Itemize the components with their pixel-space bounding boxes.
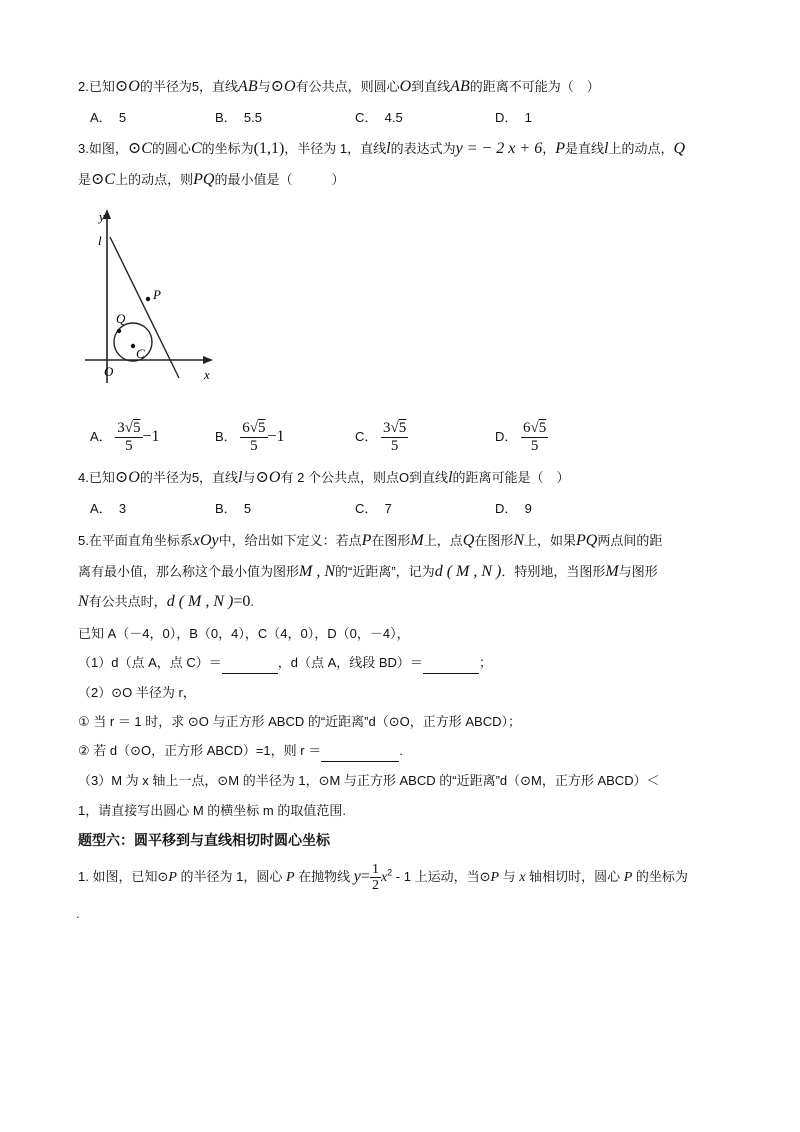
point-c-dot: [131, 344, 135, 348]
q3-stem-line2: [78, 170, 344, 190]
math-var: C: [190, 140, 202, 157]
s6-text: - 1 上运动，当⊙: [392, 868, 491, 884]
math-var: O: [399, 78, 412, 95]
q2-stem: [78, 77, 600, 97]
q2-text: 2.已知: [78, 79, 115, 94]
math-var: l: [386, 140, 391, 157]
q5-text: ．特别地，当图形: [501, 564, 606, 579]
math-var: Q: [673, 140, 686, 157]
fraction: $\frac{6√5}{5}$: [523, 420, 547, 455]
option-text: 3: [118, 501, 127, 516]
q5-text: 5.在平面直角坐标系: [78, 533, 193, 548]
q2-option-a[interactable]: [90, 108, 126, 128]
q3-figure: [80, 205, 240, 385]
option-tail: −1: [142, 428, 160, 445]
q4-options: [90, 499, 730, 523]
circle-c: [114, 323, 152, 361]
q3-text: ，半径为 1，直线: [284, 141, 387, 156]
circle-symbol: ⊙: [255, 469, 269, 486]
s6-q1-line: [78, 862, 688, 893]
math-var: N: [513, 532, 525, 549]
label-y: y: [99, 209, 105, 224]
denominator: 5: [390, 438, 399, 455]
x-axis-arrow-icon: [203, 356, 213, 364]
answer-blank-3[interactable]: [321, 741, 399, 762]
q3-option-c[interactable]: [355, 415, 408, 459]
q3-option-d[interactable]: [495, 415, 548, 459]
q3-text: 的表达式为: [390, 141, 456, 156]
coordinate: (1,1): [253, 140, 285, 157]
s6-text: 与: [499, 868, 520, 884]
q3-text: 上的动点，: [608, 141, 674, 156]
math-var: PQ: [576, 532, 598, 549]
s6-text: 1. 如图，已知⊙: [78, 868, 169, 884]
q5-text: .: [250, 594, 254, 609]
math-var: M , N: [299, 563, 336, 580]
option-letter: B．: [215, 429, 237, 444]
line-equation: y = − 2 x + 6: [455, 140, 543, 157]
math-var: C: [104, 171, 116, 188]
q4-option-c[interactable]: [355, 499, 392, 519]
q5-text: 在图形: [371, 533, 411, 548]
denominator: 2: [371, 878, 379, 893]
option-tail: −1: [267, 428, 285, 445]
q5-line2: [78, 562, 658, 582]
q2-text: 的距离不可能为（ ）: [469, 79, 600, 94]
math-var: P: [555, 140, 565, 157]
q4-text: 有 2 个公共点，则点O到直线: [280, 470, 449, 485]
option-letter: C．: [355, 110, 378, 125]
denominator: 5: [125, 438, 133, 455]
q2-option-d[interactable]: [495, 108, 532, 128]
math-var: P: [361, 532, 372, 549]
q2-option-b[interactable]: [215, 108, 262, 128]
fraction: $\frac{3√5}{5}$: [383, 420, 407, 455]
q3-options: [90, 415, 730, 459]
radicand: 5: [133, 420, 141, 437]
q3-text: 3.如图，: [78, 141, 128, 156]
coef: 3: [383, 420, 391, 437]
q4-text: 的距离可能是（ ）: [452, 470, 570, 485]
math-var: P: [490, 869, 500, 885]
fraction: $\frac{6√5}{5}$: [242, 420, 266, 455]
math-var: P: [286, 869, 295, 885]
option-letter: D．: [495, 110, 518, 125]
math-var: l: [604, 140, 609, 157]
circle-symbol: ⊙: [270, 78, 285, 95]
math-var: P: [623, 869, 633, 885]
q4-text: 4.已知: [78, 470, 115, 485]
q5-text: ，d（点 A，线段 BD）＝: [277, 655, 423, 670]
q3-option-a[interactable]: [90, 415, 160, 459]
coef: 6: [523, 420, 531, 437]
math-var: Q: [462, 532, 475, 549]
radicand: 5: [398, 420, 407, 437]
option-text: 5: [118, 110, 127, 125]
point-q-dot: [117, 329, 121, 333]
label-o: O: [104, 364, 114, 379]
circle-symbol: ⊙: [91, 171, 105, 188]
q2-option-c[interactable]: [355, 108, 403, 128]
option-letter: C．: [355, 429, 378, 444]
fraction: $\frac{3√5}{5}$: [117, 420, 141, 455]
radicand: 5: [258, 420, 266, 437]
answer-blank-1[interactable]: [222, 653, 278, 674]
s6-text: 在抛物线: [294, 868, 354, 884]
q5-text: 离有最小值，那么称这个最小值为图形: [78, 564, 300, 579]
point-p-dot: [146, 297, 150, 301]
math-var: O: [128, 78, 140, 95]
option-letter: B．: [215, 501, 237, 516]
q5-text: 上，点: [423, 533, 463, 548]
s6-text: 的半径为 1，圆心: [176, 868, 286, 884]
q3-text: 上的动点，则: [115, 172, 194, 187]
option-letter: D．: [495, 429, 518, 444]
q3-text: 的坐标为: [201, 141, 254, 156]
q5-text: 与图形: [618, 564, 658, 579]
math-var: N: [78, 593, 89, 610]
option-letter: D．: [495, 501, 518, 516]
q3-text: 的最小值是（ ）: [214, 172, 345, 187]
math-var: x: [519, 869, 526, 885]
q2-text: 有公共点，则圆心: [295, 79, 400, 94]
q5-part2-1: ① 当 r ＝ 1 时，求 ⊙O 与正方形 ABCD 的“近距离”d（⊙O，正方形 ABCD）；: [78, 714, 521, 729]
option-letter: A．: [90, 429, 112, 444]
option-text: 7: [384, 501, 392, 516]
q3-text: 是: [78, 172, 92, 187]
q5-text: 中，给出如下定义：若点: [218, 533, 362, 548]
math-var: O: [284, 78, 296, 95]
q3-text: 的圆心: [151, 141, 191, 156]
label-l: l: [98, 233, 102, 248]
exponent: 2: [387, 867, 393, 878]
math-var: l: [238, 469, 243, 486]
q4-text: 与: [242, 470, 256, 485]
label-q: Q: [116, 311, 126, 326]
q5-part2: （2）⊙O 半径为 r，: [78, 685, 196, 700]
option-letter: C．: [355, 501, 378, 516]
label-p: P: [153, 287, 161, 302]
q4-option-d[interactable]: [495, 499, 532, 519]
option-letter: A．: [90, 110, 112, 125]
option-text: 5.5: [243, 110, 262, 125]
q5-text: 在图形: [474, 533, 514, 548]
option-text: 5: [243, 501, 252, 516]
math-var: M: [410, 532, 424, 549]
q3-stem-line1: [78, 139, 685, 159]
q2-options: [90, 108, 730, 132]
q5-part1: [78, 653, 492, 674]
q5-text: （1）d（点 A，点 C）＝: [78, 655, 222, 670]
math-var: O: [268, 469, 281, 486]
q5-text: 有公共点时，: [88, 594, 167, 609]
q5-text: ；: [478, 655, 492, 670]
denominator: 5: [250, 438, 258, 455]
q2-text: 与: [257, 79, 271, 94]
circle-symbol: ⊙: [127, 140, 142, 157]
circle-symbol: ⊙: [114, 78, 129, 95]
option-text: 9: [524, 501, 532, 516]
coef: 3: [117, 420, 125, 437]
equals-sign: =: [360, 867, 370, 885]
q5-part3-line1: （3）M 为 x 轴上一点，⊙M 的半径为 1，⊙M 与正方形 ABCD 的“近距离”d（⊙M，正方形 ABCD）＜: [78, 773, 660, 788]
math-var: C: [141, 140, 152, 157]
math-var: l: [448, 469, 453, 486]
s6-q1-end: .: [76, 906, 80, 921]
radicand: 5: [538, 420, 547, 437]
q2-text: 的半径为5，直线: [139, 79, 239, 94]
q2-text: 到直线: [411, 79, 451, 94]
q5-text: 上，如果: [524, 533, 577, 548]
q5-text: 的“近距离”，记为: [335, 564, 435, 579]
fraction: [370, 862, 381, 893]
q3-text: 是直线: [564, 141, 604, 156]
q5-part3-line2: 1，请直接写出圆心 M 的横坐标 m 的取值范围.: [78, 803, 346, 818]
section-title: 题型六：圆平移到与直线相切时圆心坐标: [78, 832, 330, 848]
q5-line3: [78, 592, 254, 612]
math-var: xOy: [192, 532, 219, 549]
math-var: P: [168, 869, 177, 885]
label-c: C: [136, 346, 145, 361]
answer-blank-2[interactable]: [423, 653, 479, 674]
q5-text: 两点间的距: [597, 533, 663, 548]
q4-stem: [78, 468, 570, 488]
q5-text: ② 若 d（⊙O，正方形 ABCD）=1，则 r ＝: [78, 743, 322, 758]
math-var: M: [605, 563, 619, 580]
q4-option-b[interactable]: [215, 499, 251, 519]
math-var: PQ: [193, 171, 215, 188]
math-expr: =0: [233, 593, 251, 610]
option-text: 4.5: [384, 110, 403, 125]
q3-text: ，: [542, 141, 556, 156]
circle-symbol: ⊙: [114, 469, 129, 486]
coef: 6: [242, 420, 250, 437]
numerator: 1: [371, 862, 379, 877]
label-x: x: [204, 367, 210, 382]
option-letter: B．: [215, 110, 237, 125]
q4-text: 的半径为5，直线: [139, 470, 239, 485]
q5-text: .: [399, 743, 403, 758]
q5-given: 已知 A（－4，0），B（0，4），C（4，0），D（0，－4），: [78, 626, 410, 641]
q5-line1: [78, 531, 662, 551]
math-var: O: [128, 469, 140, 486]
q3-option-b[interactable]: [215, 415, 285, 459]
math-var: x: [380, 869, 388, 885]
option-letter: A．: [90, 501, 112, 516]
q5-part2-2: [78, 741, 403, 762]
q4-option-a[interactable]: [90, 499, 126, 519]
math-expr: d ( M , N ): [434, 563, 502, 580]
math-var: AB: [238, 78, 258, 95]
math-var: AB: [450, 78, 470, 95]
s6-text: 轴相切时，圆心: [525, 868, 624, 884]
math-var: y: [353, 867, 361, 885]
math-expr: d ( M , N ): [166, 593, 234, 610]
option-text: 1: [524, 110, 532, 125]
s6-text: 的坐标为: [632, 868, 688, 884]
denominator: 5: [530, 438, 539, 455]
